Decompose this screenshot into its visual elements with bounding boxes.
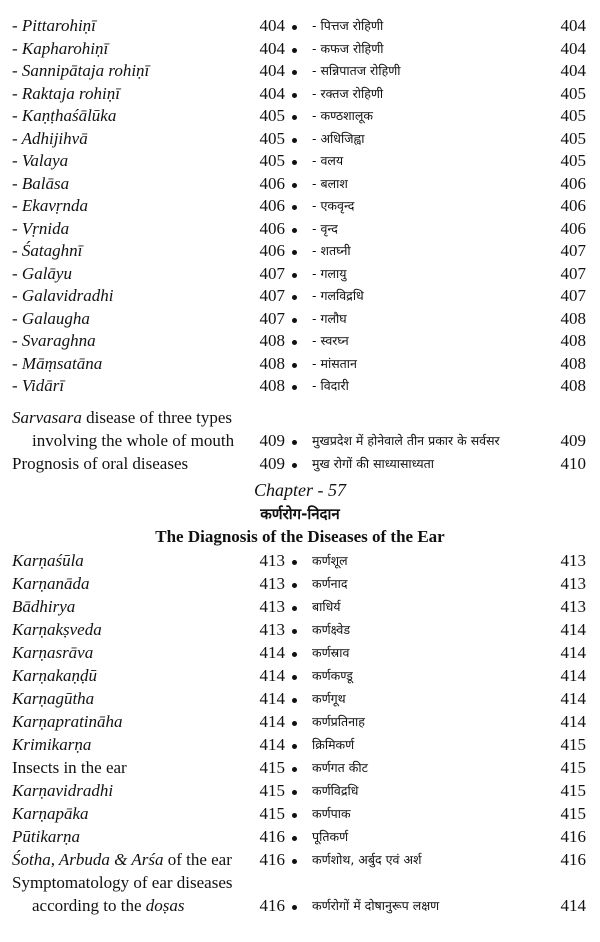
hindi-page-number: 406 [560, 218, 586, 238]
hindi-page-number: 407 [560, 241, 586, 260]
index-row [0, 549, 600, 572]
english-page-number: 414 [259, 689, 285, 708]
bullet-dot-icon [292, 183, 297, 188]
hindi-page-number: 416 [560, 850, 586, 869]
english-page-number: 405 [259, 128, 285, 148]
hindi-entry: कर्णपाक [312, 806, 351, 821]
hindi-entry: कर्णक्ष्वेड [312, 622, 351, 637]
english-entry: - Māṃsatāna [12, 353, 103, 373]
hindi-entry: कर्णगत कीट [312, 760, 368, 775]
english-entry: Karṇagūtha [12, 689, 95, 708]
hindi-entry: - स्वरघ्न [312, 333, 349, 348]
index-row [0, 104, 600, 127]
hindi-page-number: 407 [560, 286, 586, 305]
bullet-dot-icon [292, 583, 297, 588]
english-page-number: 404 [259, 61, 285, 80]
symptom-entry-line1: Symptomatology of ear diseases [12, 873, 233, 892]
hindi-page-number: 404 [560, 16, 586, 35]
hindi-entry: मुख रोगों की साध्यासाध्यता [312, 456, 434, 471]
hindi-page-number: 414 [560, 689, 586, 708]
bullet-dot-icon [292, 25, 297, 30]
hindi-entry: क्रिमिकर्ण [312, 737, 355, 752]
english-page-number: 415 [259, 781, 285, 800]
english-page-number: 408 [259, 353, 285, 373]
hindi-entry: कर्णकण्डू [312, 668, 353, 683]
sotha-description: of the ear [163, 850, 232, 869]
hindi-entry: - बलाश [312, 175, 348, 191]
hindi-entry: कर्णरोगों में दोषानुरूप लक्षण [312, 898, 440, 913]
hindi-entry: पूतिकर्ण [312, 829, 349, 844]
bullet-dot-icon [292, 273, 297, 278]
index-row-sotha [0, 848, 600, 871]
english-entry: - Śataghnī [12, 241, 83, 260]
bullet-dot-icon [292, 836, 297, 841]
hindi-entry: कर्णप्रतिनाह [312, 714, 365, 729]
hindi-page-number: 408 [560, 308, 586, 328]
index-row [0, 825, 600, 848]
bullet-dot-icon [292, 767, 297, 772]
bullet-dot-icon [292, 606, 297, 611]
hindi-page-number: 408 [560, 376, 586, 395]
index-row [0, 37, 600, 60]
chapter-english-title: The Diagnosis of the Diseases of the Ear [155, 527, 445, 546]
bullet-dot-icon [292, 70, 297, 75]
english-entry: - Sannipātaja rohiṇī [12, 61, 150, 80]
hindi-page-number: 405 [560, 151, 586, 170]
index-row [0, 59, 600, 82]
hindi-page-number: 414 [560, 712, 586, 731]
hindi-entry: कर्णशोथ, अर्बुद एवं अर्श [312, 852, 422, 867]
english-page-number: 408 [259, 331, 285, 350]
hindi-page-number: 413 [560, 574, 586, 593]
english-page-number: 415 [259, 804, 285, 823]
english-page-number: 405 [259, 151, 285, 170]
index-row [0, 733, 600, 756]
english-page-number: 413 [259, 620, 285, 639]
bullet-dot-icon [292, 905, 297, 910]
symptom-term: doṣas [145, 896, 185, 915]
hindi-page-number: 414 [560, 896, 586, 915]
hindi-page-number: 406 [560, 196, 586, 215]
english-entry: - Valaya [12, 151, 69, 170]
english-entry: Prognosis of oral diseases [12, 454, 189, 473]
english-entry: Karṇanāda [12, 574, 90, 593]
hindi-entry: - अधिजिह्वा [312, 130, 365, 146]
hindi-page-number: 406 [560, 173, 586, 193]
hindi-page-number: 405 [560, 83, 586, 103]
english-page-number: 406 [259, 218, 285, 238]
bullet-dot-icon [292, 250, 297, 255]
index-row [0, 14, 600, 37]
hindi-page-number: 415 [560, 735, 586, 754]
english-page-number: 416 [259, 850, 285, 869]
english-entry: Karṇakaṇḍū [12, 666, 97, 685]
hindi-entry: - गलौघ [312, 310, 347, 326]
index-row [0, 284, 600, 307]
hindi-entry: बाधिर्य [312, 599, 341, 614]
hindi-page-number: 413 [560, 551, 586, 570]
sarvasara-entry-line1 [12, 406, 232, 429]
hindi-page-number: 405 [560, 106, 586, 125]
bullet-dot-icon [292, 652, 297, 657]
hindi-entry: - रक्तज रोहिणी [312, 85, 384, 101]
bullet-dot-icon [292, 790, 297, 795]
english-entry: - Galāyu [12, 263, 72, 283]
bullet-dot-icon [292, 138, 297, 143]
english-entry: Karṇakṣveda [12, 620, 102, 639]
bullet-dot-icon [292, 813, 297, 818]
symptom-text: according to the [32, 896, 146, 915]
bullet-dot-icon [292, 744, 297, 749]
bullet-dot-icon [292, 48, 297, 53]
hindi-entry: - वृन्द [312, 220, 338, 236]
english-page-number: 414 [259, 735, 285, 754]
bullet-dot-icon [292, 859, 297, 864]
bullet-dot-icon [292, 385, 297, 390]
hindi-entry: - गलविद्रधि [312, 288, 364, 303]
english-page-number: 409 [259, 454, 285, 473]
index-row [0, 239, 600, 262]
hindi-entry: - एकवृन्द [312, 198, 355, 213]
bullet-dot-icon [292, 629, 297, 634]
hindi-entry: - मांसतान [312, 355, 357, 371]
hindi-entry: - सन्निपातज रोहिणी [312, 63, 401, 78]
english-entry: - Ekavṛnda [12, 196, 89, 215]
hindi-page-number: 414 [560, 666, 586, 685]
hindi-entry: कर्णनाद [312, 576, 348, 591]
hindi-entry: - कफज रोहिणी [312, 40, 384, 56]
hindi-page-number: 414 [560, 620, 586, 639]
index-row [0, 127, 600, 150]
english-entry: - Galavidradhi [12, 286, 114, 305]
english-page-number: 414 [259, 712, 285, 731]
english-entry: Karṇavidradhi [12, 781, 114, 800]
english-entry: - Adhijihvā [12, 128, 88, 148]
hindi-page-number: 413 [560, 597, 586, 616]
sarvasara-term: Sarvasara [12, 408, 82, 427]
english-entry: - Raktaja rohiṇī [12, 83, 120, 103]
bullet-dot-icon [292, 340, 297, 345]
index-row [0, 172, 600, 195]
chapter-number: Chapter - 57 [254, 480, 346, 500]
index-row [0, 641, 600, 664]
english-entry: Krimikarṇa [12, 735, 92, 754]
english-page-number: 407 [259, 286, 285, 305]
hindi-entry: कर्णस्राव [312, 645, 350, 660]
english-page-number: 406 [259, 196, 285, 215]
english-entry: - Balāsa [12, 173, 70, 193]
english-page-number: 413 [259, 551, 285, 570]
hindi-page-number: 408 [560, 353, 586, 373]
sotha-entry [12, 848, 232, 871]
hindi-page-number: 407 [560, 263, 586, 283]
english-page-number: 408 [259, 376, 285, 395]
index-row [0, 352, 600, 375]
index-row [0, 595, 600, 618]
english-page-number: 406 [259, 173, 285, 193]
index-row [0, 664, 600, 687]
hindi-entry: - गलायु [312, 265, 347, 281]
index-row-symptom-line2 [0, 894, 600, 917]
english-page-number: 413 [259, 597, 285, 616]
english-entry: Karṇaśūla [12, 551, 84, 570]
english-page-number: 416 [259, 827, 285, 846]
english-page-number: 405 [259, 106, 285, 125]
english-page-number: 416 [259, 896, 285, 915]
bullet-dot-icon [292, 698, 297, 703]
bullet-dot-icon [292, 160, 297, 165]
english-entry: - Svaraghna [12, 331, 96, 350]
hindi-entry: - कण्ठशालूक [312, 108, 373, 123]
english-page-number: 407 [259, 308, 285, 328]
hindi-entry: - शतघ्नी [312, 243, 351, 258]
bullet-dot-icon [292, 440, 297, 445]
index-row [0, 756, 600, 779]
hindi-entry: - वलय [312, 153, 344, 168]
hindi-page-number: 408 [560, 331, 586, 350]
english-entry: - Galaugha [12, 308, 90, 328]
index-row [0, 217, 600, 240]
english-page-number: 415 [259, 758, 285, 777]
bullet-dot-icon [292, 295, 297, 300]
hindi-entry: मुखप्रदेश में होनेवाले तीन प्रकार के सर्वसर [312, 433, 500, 448]
sarvasara-description: disease of three types [81, 408, 233, 427]
index-row [0, 194, 600, 217]
english-page-number: 413 [259, 574, 285, 593]
english-page-number: 414 [259, 666, 285, 685]
sotha-term: Śotha, Arbuda & Arśa [12, 850, 164, 869]
english-page-number: 404 [259, 16, 285, 35]
hindi-page-number: 416 [560, 827, 586, 846]
chapter-hindi-title: कर्णरोग-निदान [260, 505, 340, 523]
hindi-entry: कर्णविद्रधि [312, 783, 359, 798]
index-row [0, 82, 600, 105]
hindi-page-number: 404 [560, 38, 586, 58]
sarvasara-entry-line2: involving the whole of mouth [32, 431, 235, 450]
index-row [0, 618, 600, 641]
bullet-dot-icon [292, 363, 297, 368]
index-row [0, 374, 600, 397]
english-entry: - Vṛnida [12, 218, 70, 238]
english-page-number: 404 [259, 83, 285, 103]
english-entry: Karṇapāka [12, 804, 89, 823]
index-row [0, 572, 600, 595]
hindi-page-number: 415 [560, 781, 586, 800]
index-row [0, 779, 600, 802]
hindi-page-number: 410 [560, 454, 586, 473]
english-entry: - Vidārī [12, 376, 65, 395]
index-row [0, 802, 600, 825]
hindi-page-number: 415 [560, 758, 586, 777]
english-page-number: 406 [259, 241, 285, 260]
index-row [0, 687, 600, 710]
index-row-sarvasara-line2 [0, 429, 600, 452]
index-row-prognosis [0, 452, 600, 475]
bullet-dot-icon [292, 205, 297, 210]
english-entry: - Pittarohiṇī [12, 16, 96, 35]
bullet-dot-icon [292, 675, 297, 680]
index-row-sarvasara-line1 [0, 406, 600, 429]
english-page-number: 414 [259, 643, 285, 662]
index-row [0, 149, 600, 172]
bullet-dot-icon [292, 721, 297, 726]
english-entry: - Kaṇṭhaśālūka [12, 106, 117, 125]
english-entry: Insects in the ear [12, 758, 127, 777]
index-row [0, 710, 600, 733]
hindi-entry: कर्णगूथ [312, 691, 346, 706]
index-row [0, 262, 600, 285]
index-row [0, 307, 600, 330]
bullet-dot-icon [292, 463, 297, 468]
english-entry: Karṇapratināha [12, 712, 123, 731]
hindi-page-number: 404 [560, 61, 586, 80]
hindi-page-number: 415 [560, 804, 586, 823]
hindi-entry: कर्णशूल [312, 553, 348, 568]
hindi-entry: - पित्तज रोहिणी [312, 18, 384, 33]
hindi-page-number: 405 [560, 128, 586, 148]
hindi-page-number: 409 [560, 431, 586, 450]
bullet-dot-icon [292, 560, 297, 565]
index-row [0, 329, 600, 352]
english-page-number: 409 [259, 431, 285, 450]
bullet-dot-icon [292, 93, 297, 98]
english-entry: Pūtikarṇa [12, 827, 80, 846]
symptom-entry-line2 [32, 894, 185, 917]
hindi-page-number: 414 [560, 643, 586, 662]
bullet-dot-icon [292, 228, 297, 233]
bullet-dot-icon [292, 318, 297, 323]
english-entry: - Kapharohiṇī [12, 38, 109, 58]
english-page-number: 404 [259, 38, 285, 58]
hindi-entry: - विदारी [312, 378, 349, 393]
english-entry: Bādhirya [12, 597, 76, 616]
bullet-dot-icon [292, 115, 297, 120]
english-page-number: 407 [259, 263, 285, 283]
english-entry: Karṇasrāva [12, 643, 94, 662]
index-row-symptom-line1 [0, 871, 600, 894]
